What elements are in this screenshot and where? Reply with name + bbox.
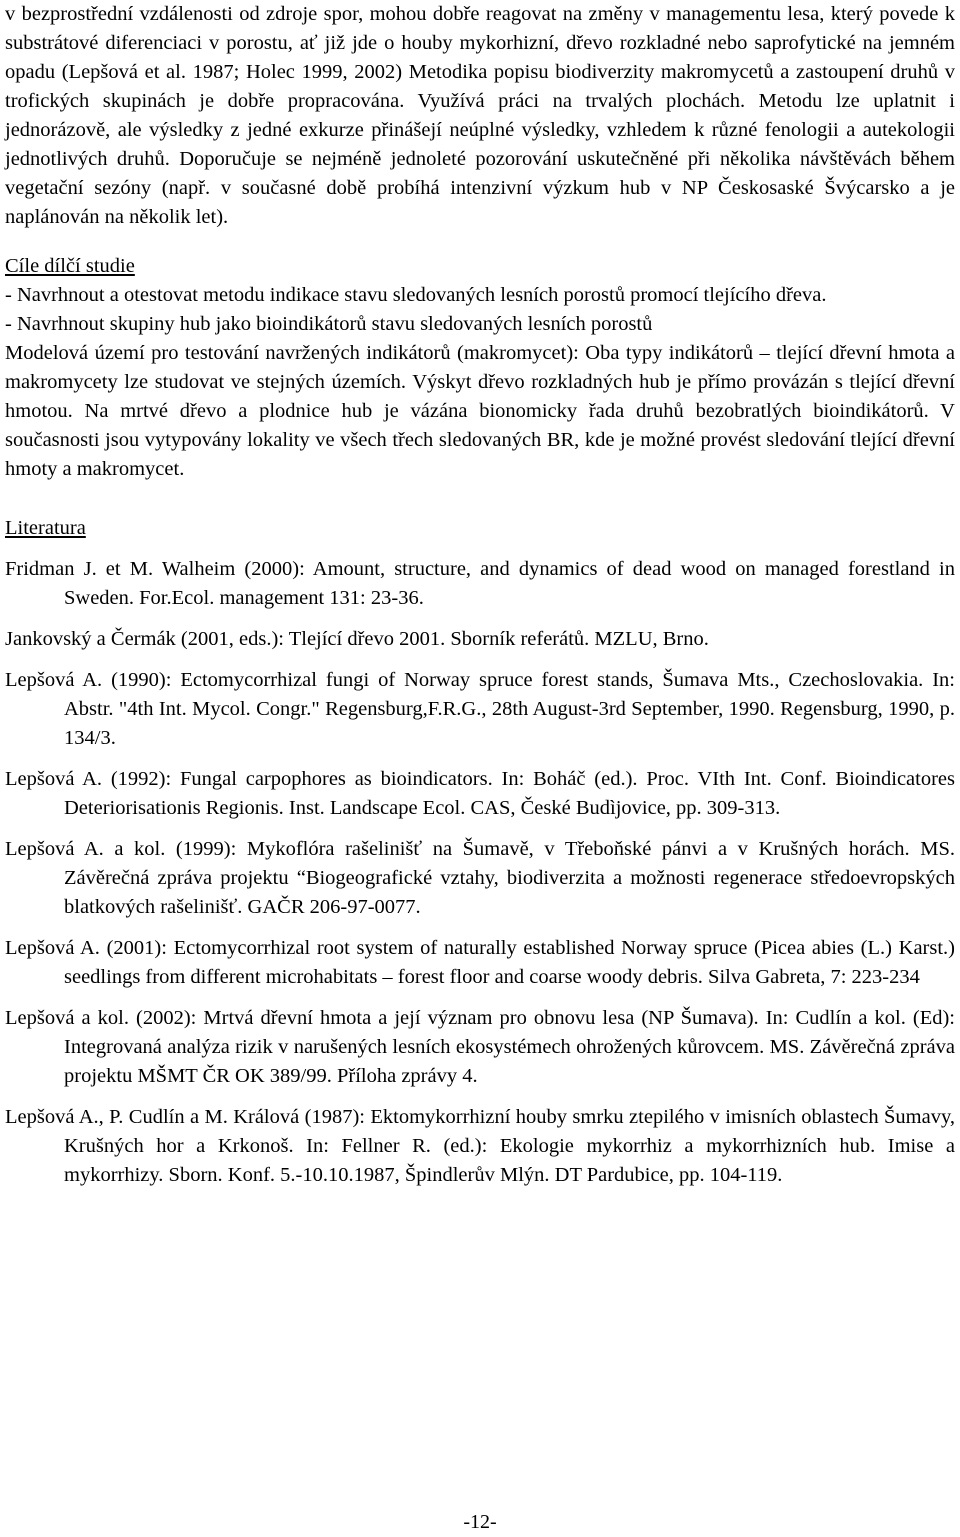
reference-item: Lepšová A. a kol. (1999): Mykoflóra rašelinišť na Šumavě, v Třeboňské pánvi a v Krušných horách. MS. Závěrečná zpráva projektu “Biogeografické vztahy, biodiverzita a možnosti regenerace středoevropských blatkových rašelinišť. GAČR 206-97-0077. — [5, 838, 955, 918]
model-areas-paragraph: Modelová území pro testování navržených indikátorů (makromycet): Oba typy indikátorů – tlející dřevní hmota a makromycety lze studovat ve stejných územích. Výskyt dřevo rozkladných hub je přímo provázán s tlející dřevní hmotou. Na mrtvé dřevo a plodnice hub je vázána bionomicky řada druhů bezobratlých bioindikátorů. V současnosti jsou vytypovány lokality ve všech třech sledovaných BR, kde je možné provést sledování tlející dřevní hmoty a makromycet. — [5, 342, 955, 480]
reference-item: Lepšová A., P. Cudlín a M. Králová (1987): Ektomykorrhizní houby smrku ztepilého v imisních oblastech Šumavy, Krušných hor a Krkonoš. In: Fellner R. (ed.): Ekologie mykorrhiz a mykorrhizních hub. Imise a mykorrhizy. Sborn. Konf. 5.-10.10.1987, Špindlerův Mlýn. DT Pardubice, pp. 104-119. — [5, 1106, 955, 1186]
goal-line-1: - Navrhnout a otestovat metodu indikace stavu sledovaných lesních porostů promocí tlejícího dřeva. — [5, 284, 827, 306]
page-number: -12- — [463, 1511, 497, 1533]
document-page — [5, 0, 955, 1202]
reference-item: Lepšová A. (2001): Ectomycorrhizal root system of naturally established Norway spruce (Picea abies (L.) Karst.) seedlings from different microhabitats – forest floor and coarse woody debris. Silva Gabreta, 7: 223-234 — [5, 937, 955, 988]
reference-item: Lepšová A. (1992): Fungal carpophores as bioindicators. In: Boháč (ed.). Proc. VIth Int. Conf. Bioindicatores Deteriorisationis Regionis. Inst. Landscape Ecol. CAS, České Budìjovice, pp. 309-313. — [5, 768, 955, 819]
reference-item: Jankovský a Čermák (2001, eds.): Tlející dřevo 2001. Sborník referátů. MZLU, Brno. — [5, 628, 709, 650]
goals-heading: Cíle dílčí studie — [5, 255, 135, 277]
reference-item: Lepšová A. (1990): Ectomycorrhizal fungi of Norway spruce forest stands, Šumava Mts., Czechoslovakia. In: Abstr. "4th Int. Mycol. Congr." Regensburg,F.R.G., 28th August-3rd September, 1990. Regensburg, 1990, p. 134/3. — [5, 669, 955, 749]
reference-item: Lepšová a kol. (2002): Mrtvá dřevní hmota a její význam pro obnovu lesa (NP Šumava). In: Cudlín a kol. (Ed): Integrovaná analýza rizik v narušených lesních ekosystémech ohrožených kůrovcem. MS. Závěrečná zpráva projektu MŠMT ČR OK 389/99. Příloha zprávy 4. — [5, 1007, 955, 1087]
intro-paragraph: v bezprostřední vzdálenosti od zdroje spor, mohou dobře reagovat na změny v managementu lesa, který povede k substrátové diferenciaci v porostu, ať již jde o houby mykorhizní, dřevo rozkladné nebo saprofytické na jemném opadu (Lepšová et al. 1987; Holec 1999, 2002) Metodika popisu biodiverzity makromycetů a zastoupení druhů v trofických skupinách je dobře propracována. Využívá práci na trvalých plochách. Metodu lze uplatnit i jednorázově, ale výsledky z jedné exkurze přinášejí neúplné výsledky, vzhledem k různé fenologii a autekologii jednotlivých druhů. Doporučuje se nejméně jednoleté pozorování uskutečněné při několika návštěvách během vegetační sezóny (např. v současné době probíhá intenzivní výzkum hub v NP Českosaské Švýcarsko a je naplánován na několik let). — [5, 3, 955, 228]
reference-item: Fridman J. et M. Walheim (2000): Amount, structure, and dynamics of dead wood on managed forestland in Sweden. For.Ecol. management 131: 23-36. — [5, 558, 955, 609]
reference-list — [5, 555, 955, 1190]
literature-heading: Literatura — [5, 517, 86, 539]
goal-line-2: - Navrhnout skupiny hub jako bioindikátorů stavu sledovaných lesních porostů — [5, 313, 653, 335]
